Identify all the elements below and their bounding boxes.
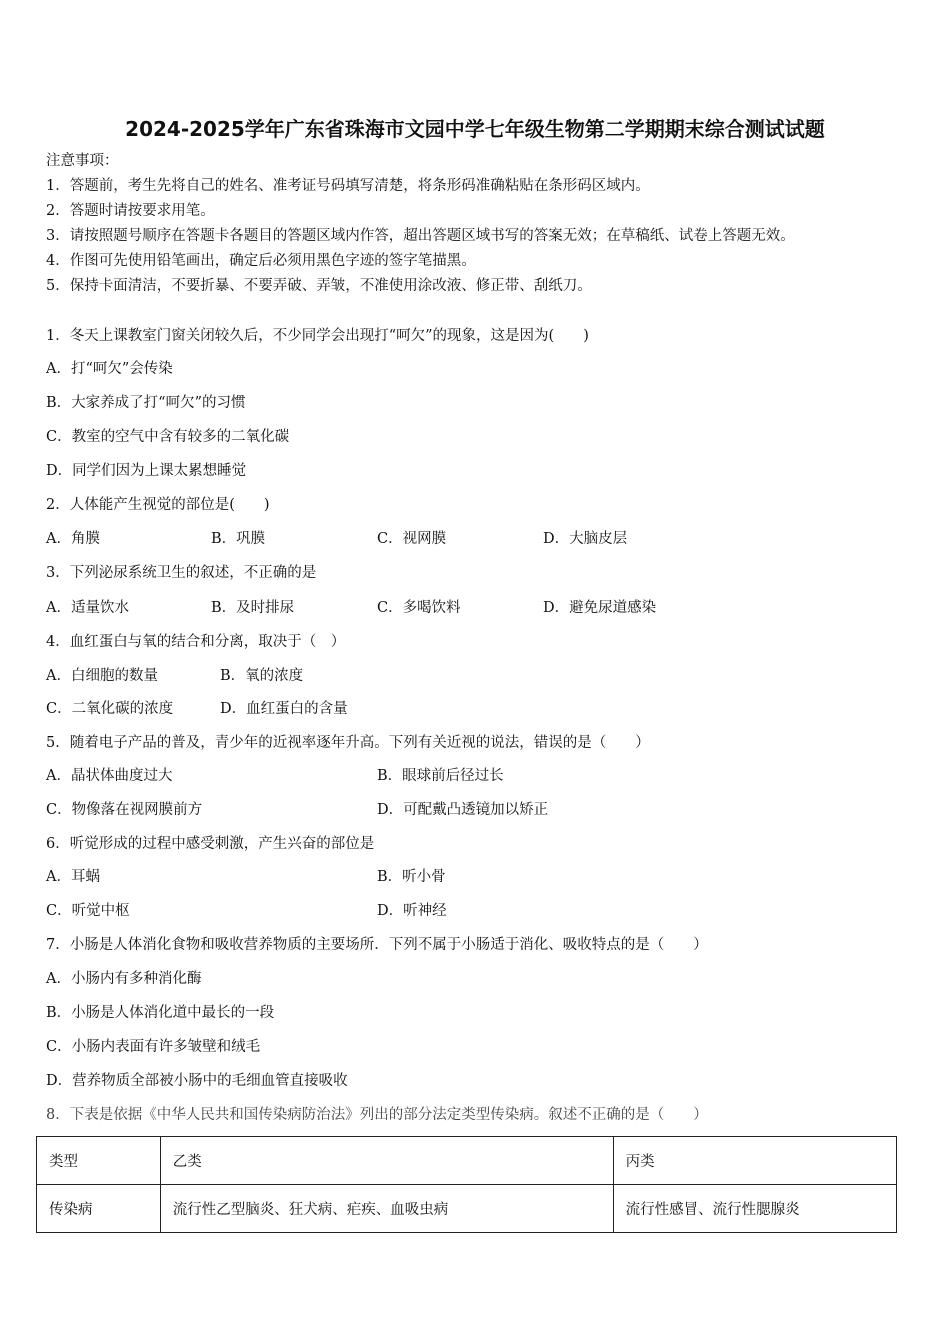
option: B．听小骨 — [377, 869, 446, 885]
option: C．听觉中枢 — [46, 903, 130, 919]
notice-item: 2．答题时请按要求用笔。 — [46, 203, 215, 219]
option: D．听神经 — [377, 903, 447, 919]
option: A．打“呵欠”会传染 — [46, 361, 173, 377]
question-stem: 6．听觉形成的过程中感受刺激，产生兴奋的部位是 — [46, 836, 375, 852]
option: D．血红蛋白的含量 — [220, 701, 348, 717]
option: A．白细胞的数量 — [46, 668, 158, 684]
option: B．眼球前后径过长 — [377, 768, 504, 784]
table-cell: 流行性乙型脑炎、狂犬病、疟疾、血吸虫病 — [160, 1185, 613, 1233]
option: D．可配戴凸透镜加以矫正 — [377, 802, 549, 818]
question-stem: 2．人体能产生视觉的部位是( ) — [46, 497, 270, 513]
notice-item: 3．请按照题号顺序在答题卡各题目的答题区域内作答，超出答题区域书写的答案无效；在草稿纸、试卷上答题无效。 — [46, 228, 795, 244]
notice-heading: 注意事项： — [46, 153, 119, 169]
option: D．避免尿道感染 — [543, 600, 657, 616]
option: C．多喝饮料 — [377, 600, 461, 616]
option: C．教室的空气中含有较多的二氧化碳 — [46, 429, 290, 445]
option: B．巩膜 — [211, 531, 266, 547]
table-header-row — [37, 1137, 897, 1185]
option: B．氧的浓度 — [220, 668, 304, 684]
question-stem: 1．冬天上课教室门窗关闭较久后，不少同学会出现打“呵欠”的现象，这是因为( ) — [46, 328, 589, 344]
question-stem: 3．下列泌尿系统卫生的叙述，不正确的是 — [46, 565, 317, 581]
option: C．视网膜 — [377, 531, 447, 547]
disease-table — [36, 1136, 897, 1233]
option: D．大脑皮层 — [543, 531, 628, 547]
table-cell: 流行性感冒、流行性腮腺炎 — [613, 1185, 896, 1233]
option: D．同学们因为上课太累想睡觉 — [46, 463, 247, 479]
notice-item: 1．答题前，考生先将自己的姓名、准考证号码填写清楚，将条形码准确粘贴在条形码区域内。 — [46, 178, 650, 194]
option: C．小肠内表面有许多皱壁和绒毛 — [46, 1039, 261, 1055]
question-stem: 7．小肠是人体消化食物和吸收营养物质的主要场所．下列不属于小肠适于消化、吸收特点的是（ ） — [46, 937, 708, 953]
option: A．小肠内有多种消化酶 — [46, 971, 202, 987]
option: C．二氧化碳的浓度 — [46, 701, 174, 717]
option: A．适量饮水 — [46, 600, 129, 616]
table-row — [37, 1185, 897, 1233]
question-stem: 8．下表是依据《中华人民共和国传染病防治法》列出的部分法定类型传染病。叙述不正确的是（ ） — [46, 1107, 708, 1123]
table-header-cell: 类型 — [37, 1137, 161, 1185]
question-stem: 4．血红蛋白与氧的结合和分离，取决于（ ） — [46, 634, 346, 650]
notice-item: 4．作图可先使用铅笔画出，确定后必须用黑色字迹的签字笔描黑。 — [46, 253, 476, 269]
page-title: 2024-2025学年广东省珠海市文园中学七年级生物第二学期期末综合测试试题 — [125, 117, 825, 141]
option: B．小肠是人体消化道中最长的一段 — [46, 1005, 275, 1021]
table-header-cell: 丙类 — [613, 1137, 896, 1185]
option: A．耳蜗 — [46, 869, 100, 885]
table-cell: 传染病 — [37, 1185, 161, 1233]
option: B．大家养成了打“呵欠”的习惯 — [46, 395, 246, 411]
option: D．营养物质全部被小肠中的毛细血管直接吸收 — [46, 1073, 348, 1089]
option: A．晶状体曲度过大 — [46, 768, 173, 784]
question-stem: 5．随着电子产品的普及，青少年的近视率逐年升高。下列有关近视的说法，错误的是（ ） — [46, 735, 650, 751]
option: B．及时排尿 — [211, 600, 295, 616]
notice-item: 5．保持卡面清洁，不要折暴、不要弄破、弄皱，不准使用涂改液、修正带、刮纸刀。 — [46, 278, 592, 294]
option: C．物像落在视网膜前方 — [46, 802, 203, 818]
table-header-cell: 乙类 — [160, 1137, 613, 1185]
option: A．角膜 — [46, 531, 100, 547]
